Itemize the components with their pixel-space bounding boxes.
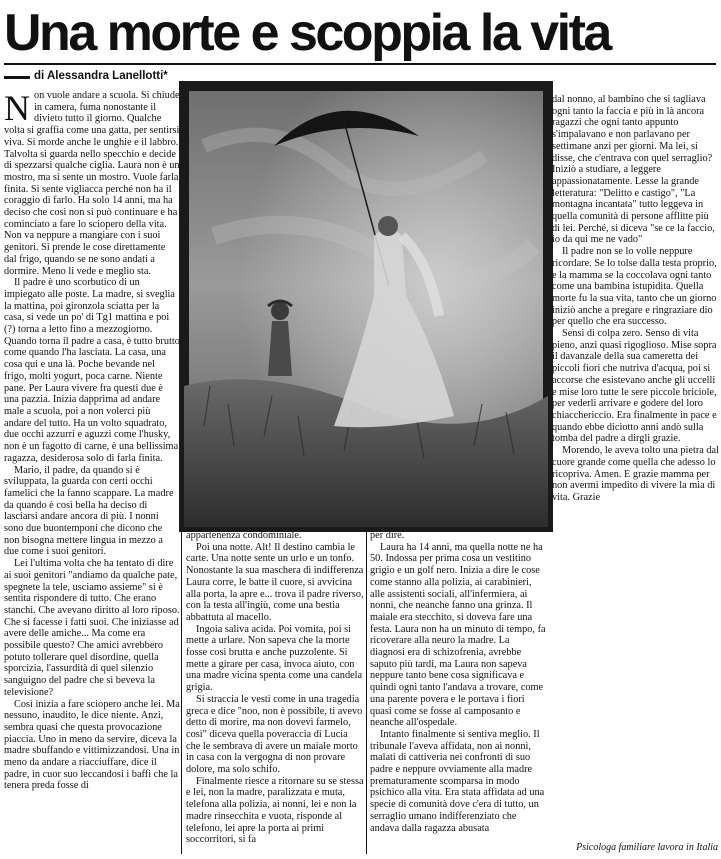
paragraph: Si straccia le vesti come in una tragedia greca e dice "noo, non è possibile, ti avevo detto di morire, ma non dovevi farmelo, così" diceva quella poveraccia di Lucia che le sembrava di avere un maiale morto in casa con la vergogna di non provare dolore, ma solo schifo. — [186, 693, 363, 776]
paragraph: per dire. — [370, 530, 405, 541]
title-underline — [4, 63, 716, 65]
painting-photo — [184, 86, 548, 527]
paragraph: Sensi di colpa zero. Senso di vita pieno, anzi quasi rigoglioso. Mise sopra il davanzale della sua cameretta dei piccoli fiori che nutriva d'acqua, poi si accorse che esistevano anche gli uccelli e mise loro tutte le sere piccole briciole, per vederli arrivare e godere del loro chiacchericcio. Era finalmente in pace e quando ebbe diciotto anni andò sulla tomba del padre a dirgli grazie. — [552, 328, 717, 445]
byline: di Alessandra Lanellotti* — [34, 70, 168, 82]
paragraph — [4, 90, 180, 277]
woman-with-parasol-image — [184, 86, 548, 527]
byline-dash — [4, 76, 30, 79]
paragraph: Il padre non se lo volle neppure ricordare. Se lo tolse dalla testa proprio, e la mamma se la coccolava ogni tanto come una bambina istupidita. Quella morte fu la sua vita, tanto che un giorno iniziò anche a pregare e ringraziare dio per quello che era successo. — [552, 246, 717, 328]
paragraph: Intanto finalmente si sentiva meglio. Il tribunale l'aveva affidata, non ai nonni, malati di cattiveria nei confronti di suo padre e neppure ovviamente alla madre prematuramente scomparsa in modo psichico alla vita. Era stata affidata ad una specie di comunità dove c'era di tutto, un serraglio umano indifferenziato che andava dalla ragazza abusata — [370, 728, 545, 834]
paragraph: appartenenza condominiale. — [186, 530, 302, 541]
paragraph: Finalmente riesce a ritornare su se stessa e lei, non la madre, paralizzata e muta, telefona alla polizia, ai nonni, lei e non la madre rinsecchita e vuota, risponde al telefono, lei apre la porta ai primi soccorritori, si fa — [186, 775, 364, 846]
column-divider — [366, 530, 367, 854]
drop-cap: N — [4, 88, 30, 128]
paragraph-text: on vuole andare a scuola. Si chiude in camera, fuma nonostante il divieto tutto il giorno. Qualche volta si graffia come una gatta, per sentirsi viva. Si morde anche le unghie e il labbro. Talvolta si guarda nello specchio e decide di spezzarsi qualche ciglia. Laura non è un mostro, ma si sente un mostro. Vuole farla finita. Si sente vigliacca perché non ha il coraggio di farlo. Ha solo 14 anni, ma ha deciso che così non si può continuare e ha cominciato a fare lo sciopero della vita. Non va neppure a mangiare con i suoi genitori. Si prende le cose direttamente dal frigo, quando se ne sono andati a dormire. Meno li vede e meglio sta. — [4, 90, 180, 277]
article-title: Una morte e scoppia la vita — [4, 4, 610, 62]
author-credit: Psicologa familiare lavora in Italia — [576, 842, 718, 853]
paragraph: Morendo, le aveva tolto una pietra dal cuore grande come quella che adesso lo ricopriva. Amen. E grazie mamma per non avermi impedito di vivere la mia di vita. Grazie — [552, 445, 719, 503]
paragraph: Mario, il padre, da quando si è sviluppata, la guarda con certi occhi famelici che la fanno scappare. La madre da quando è così bella ha deciso di lasciarsi andare ancora di più. I nonni sono due buontemponi che dicono che non bisogna mettere lingua in mezzo a due come i suoi genitori. — [4, 464, 174, 558]
paragraph: Poi una notte. Alt! Il destino cambia le carte. Una notte sente un urlo e un tonfo. Nonostante la sua maschera di indifferenza Laura corre, le batte il cuore, si avvicina alla porta, la apre e... trova il padre riverso, con la testa all'ingiù, come una bestia abbattuta al macello. — [186, 541, 364, 623]
paragraph: Lei l'ultima volta che ha tentato di dire ai suoi genitori "andiamo da qualche pate, spegnete la tele, usciamo assieme" si è sentita rispondere di tutto. Che erano stanchi. Che avevano diritto al loro riposo. Che si facesse i fatti suoi. Che iniziasse ad avere delle amiche... Ma come era possibile questo? Che amici avrebbero potuto tollerare quel disordine, quella sporcizia, l'assurdità di quel silenzio sanguigno del padre che si beveva la televisione? — [4, 558, 180, 698]
column-1 — [4, 90, 180, 854]
column-3 — [370, 530, 546, 854]
paragraph: Laura ha 14 anni, ma quella notte ne ha 50. Indossa per prima cosa un vestitino grigio e un golf nero. Inizia a dire le cose come stanno alla polizia, ai carabinieri, alle assistenti sociali, all'infermiera, ai nonni, che neanche fanno una grinza. Il maiale era stecchito, si doveva fare una festa. Laura non ha un minuto di tempo, fa ricoverare alla neuro la madre. La diagnosi era di schizofrenia, avrebbe saputo più tardi, ma Laura non sapeva neppure tanto bene cosa significava e quindi ogni tanto l'andava a trovare, come una parente povera e le portava i fiori quasi come se fosse al camposanto e neanche all'ospedale. — [370, 541, 546, 729]
paragraph: Il padre è uno scorbutico di un impiegato alle poste. La madre, si sveglia la mattina, poi gironzola sciatta per la casa, si vede un po' di Tg1 mattina e poi (?) torna a letto fino a mezzogiorno. Quando torna il padre a casa, è tutto brutto come quando l'ha lasciata. La casa, una cosa qui e una là. Poche bevande nel frigo, molti yogurt, poca carne. Niente pane. Per Laura vivere fra questi due è una pazzia. Inizia dapprima ad andare male a scuola, poi a non volerci più andare del tutto. Ha un volto squadrato, due occhi azzurri e aguzzi come l'husky, non è un fagotto di carne, è una bellissima ragazza, desiderosa solo di farla finita. — [4, 277, 180, 464]
column-4 — [552, 94, 719, 503]
paragraph: Ingoia saliva acida. Poi vomita, poi si mette a urlare. Non sapeva che la morte fosse così brutta e anche puzzolente. Si mette a girare per casa, invoca aiuto, con una madre vicina spenta come una candela grigia. — [186, 623, 363, 694]
paragraph: Così inizia a fare sciopero anche lei. Ma nessuno, inaudito, le dice niente. Anzi, sembra quasi che questa provocazione piaccia. Uno in meno da servire, diceva la madre sbuffando e vittimizzandosi. Una in meno da andare a riacciuffare, dice il padre, in cuor suo leccandosi i baffi che la tenera preda fosse di — [4, 698, 180, 792]
paragraph: dal nonno, al bambino che si tagliava ogni tanto la faccia e più in là ancora ragazzi che ogni tanto appunto s'impalavano e non parlavano per settimane anzi per giorni. Ma lei, si disse, che c'entrava con quel serraglio? Iniziò a studiare, a leggere appassionatamente. Lesse la grande letteratura: "Delitto e castigo", "La montagna incantata" tutto leggeva in quella comunità di persone afflitte più di lei. Perché, si diceva "se ce la faccio, io da qui me ne vado" — [552, 94, 715, 246]
column-2 — [186, 530, 364, 854]
